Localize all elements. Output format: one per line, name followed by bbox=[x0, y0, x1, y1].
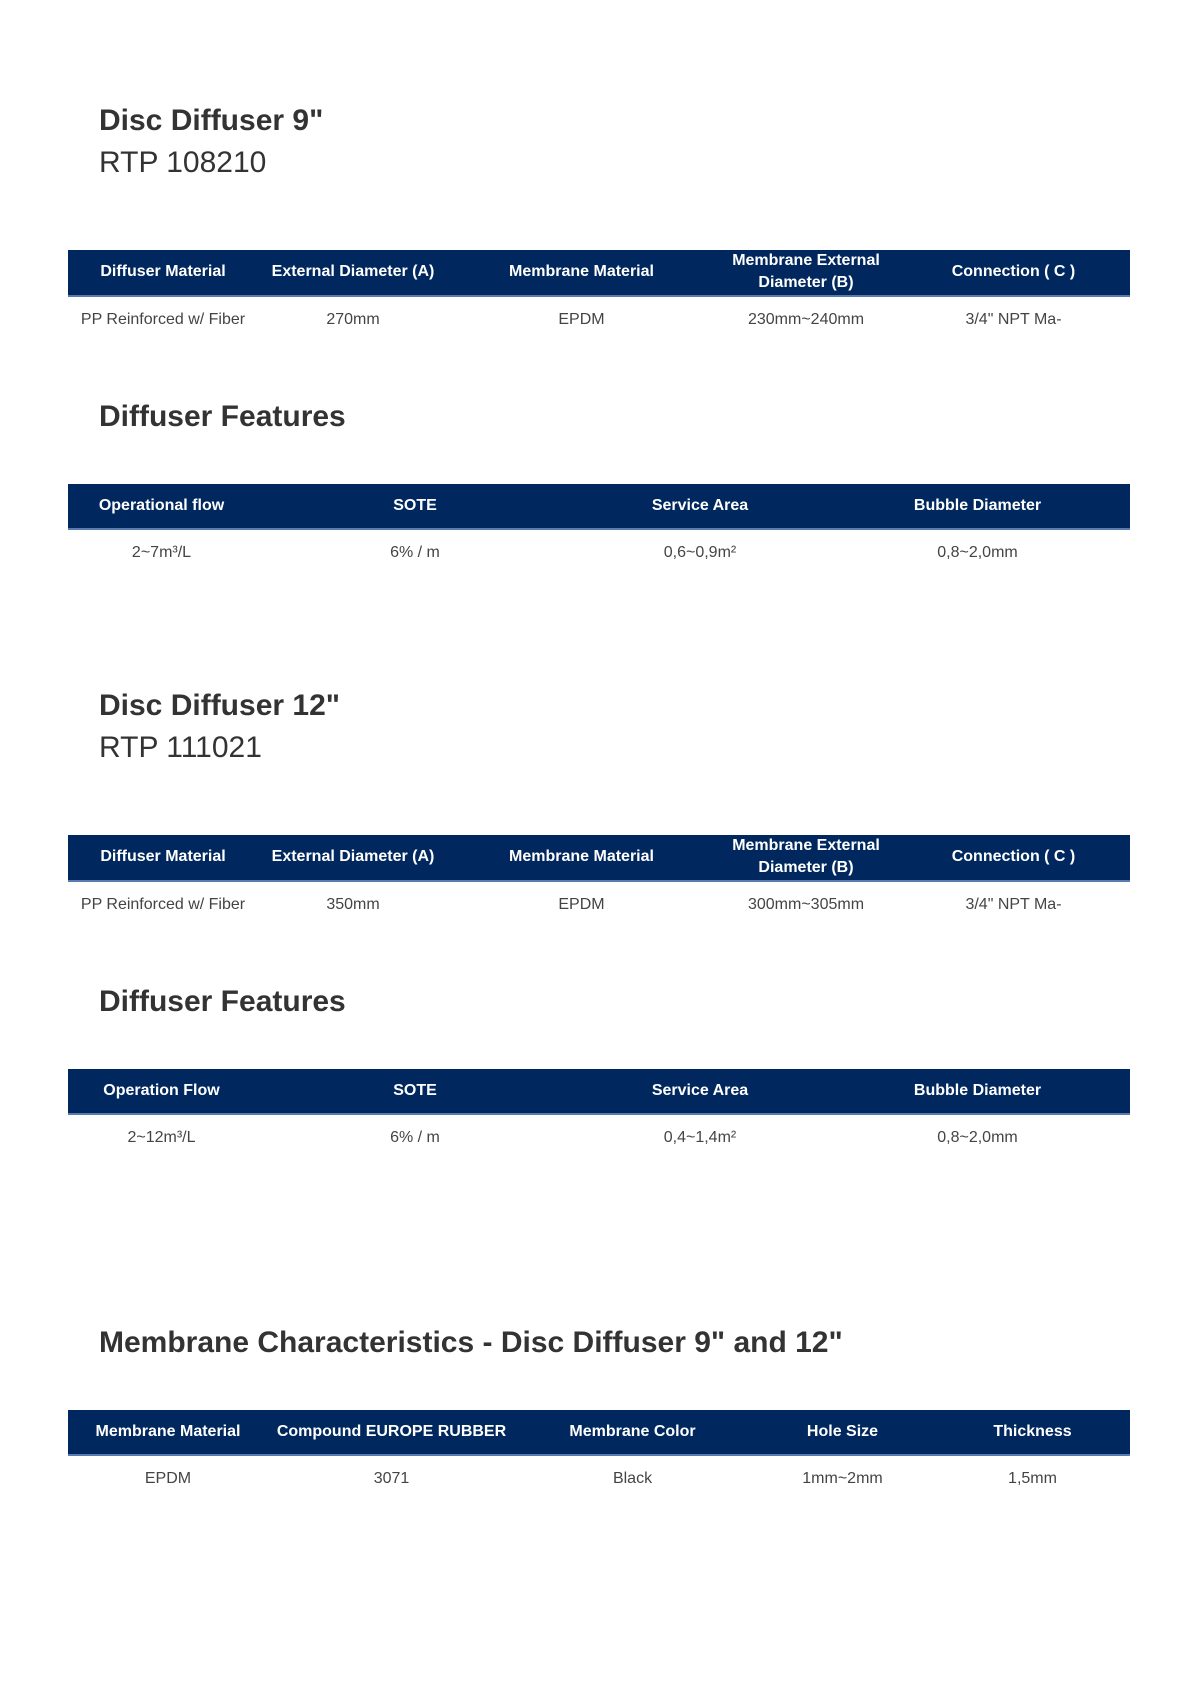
header-connection: Connection ( C ) bbox=[897, 835, 1130, 881]
table-header-row bbox=[68, 835, 1130, 881]
cell-bubble-diameter: 0,8~2,0mm bbox=[937, 1129, 1018, 1146]
header-diffuser-material: Diffuser Material bbox=[68, 835, 258, 881]
header-bubble-diameter: Bubble Diameter bbox=[825, 1069, 1130, 1114]
section1-features-title: Diffuser Features bbox=[99, 400, 346, 433]
section2-spec-table bbox=[68, 835, 1130, 927]
table-header-row bbox=[68, 250, 1130, 296]
cell-sote: 6% / m bbox=[390, 544, 440, 561]
section2-features-title: Diffuser Features bbox=[99, 985, 346, 1018]
header-hole-size: Hole Size bbox=[750, 1410, 935, 1455]
header-membrane-material: Membrane Material bbox=[68, 1410, 268, 1455]
cell-operational-flow: 2~7m³/L bbox=[131, 544, 192, 561]
header-diffuser-material: Diffuser Material bbox=[68, 250, 258, 296]
cell-connection: 3/4" NPT Ma- bbox=[965, 310, 1062, 328]
table-header-row bbox=[68, 484, 1130, 529]
cell-hole-size: 1mm~2mm bbox=[802, 1470, 883, 1487]
section1-spec-table bbox=[68, 250, 1130, 342]
cell-thickness: 1,5mm bbox=[1008, 1470, 1057, 1487]
cell-connection: 3/4" NPT Ma- bbox=[965, 895, 1062, 913]
membrane-title: Membrane Characteristics - Disc Diffuser 9" and 12" bbox=[99, 1326, 843, 1359]
cell-membrane-material: EPDM bbox=[558, 895, 605, 913]
header-membrane-external-diameter: Membrane External Diameter (B) bbox=[715, 250, 897, 296]
table-header-row bbox=[68, 1410, 1130, 1455]
table-row bbox=[68, 881, 1130, 927]
header-thickness: Thickness bbox=[935, 1410, 1130, 1455]
cell-membrane-external-diameter: 230mm~240mm bbox=[747, 310, 865, 328]
cell-compound: 3071 bbox=[373, 1470, 410, 1487]
section1-title: Disc Diffuser 9" bbox=[99, 104, 324, 137]
header-service-area: Service Area bbox=[575, 484, 825, 529]
cell-bubble-diameter: 0,8~2,0mm bbox=[937, 544, 1018, 561]
header-operational-flow: Operational flow bbox=[68, 484, 255, 529]
cell-service-area: 0,4~1,4m² bbox=[663, 1129, 737, 1146]
header-membrane-material: Membrane Material bbox=[448, 835, 715, 881]
header-operation-flow: Operation Flow bbox=[68, 1069, 255, 1114]
section1-code: RTP 108210 bbox=[99, 146, 267, 179]
header-compound: Compound EUROPE RUBBER bbox=[268, 1410, 515, 1455]
cell-membrane-material: EPDM bbox=[558, 310, 605, 328]
header-membrane-color: Membrane Color bbox=[515, 1410, 750, 1455]
cell-sote: 6% / m bbox=[390, 1129, 440, 1146]
header-connection: Connection ( C ) bbox=[897, 250, 1130, 296]
section1-features-table bbox=[68, 484, 1130, 575]
header-sote: SOTE bbox=[255, 1069, 575, 1114]
header-bubble-diameter: Bubble Diameter bbox=[825, 484, 1130, 529]
cell-membrane-material: EPDM bbox=[144, 1470, 192, 1487]
section2-code: RTP 111021 bbox=[99, 731, 262, 764]
cell-operation-flow: 2~12m³/L bbox=[127, 1129, 196, 1146]
cell-diffuser-material: PP Reinforced w/ Fiber bbox=[80, 895, 246, 913]
header-external-diameter: External Diameter (A) bbox=[258, 835, 448, 881]
header-sote: SOTE bbox=[255, 484, 575, 529]
membrane-table bbox=[68, 1410, 1130, 1501]
section2-title: Disc Diffuser 12" bbox=[99, 689, 340, 722]
cell-diffuser-material: PP Reinforced w/ Fiber bbox=[80, 310, 246, 328]
header-membrane-material: Membrane Material bbox=[448, 250, 715, 296]
header-service-area: Service Area bbox=[575, 1069, 825, 1114]
table-row bbox=[68, 529, 1130, 575]
cell-membrane-external-diameter: 300mm~305mm bbox=[747, 895, 865, 913]
cell-external-diameter: 350mm bbox=[326, 895, 380, 913]
table-header-row bbox=[68, 1069, 1130, 1114]
header-external-diameter: External Diameter (A) bbox=[258, 250, 448, 296]
cell-service-area: 0,6~0,9m² bbox=[663, 544, 737, 561]
header-membrane-external-diameter: Membrane External Diameter (B) bbox=[715, 835, 897, 881]
table-row bbox=[68, 1455, 1130, 1501]
cell-membrane-color: Black bbox=[612, 1470, 653, 1487]
section2-features-table bbox=[68, 1069, 1130, 1160]
cell-external-diameter: 270mm bbox=[326, 310, 380, 328]
table-row bbox=[68, 1114, 1130, 1160]
table-row bbox=[68, 296, 1130, 342]
